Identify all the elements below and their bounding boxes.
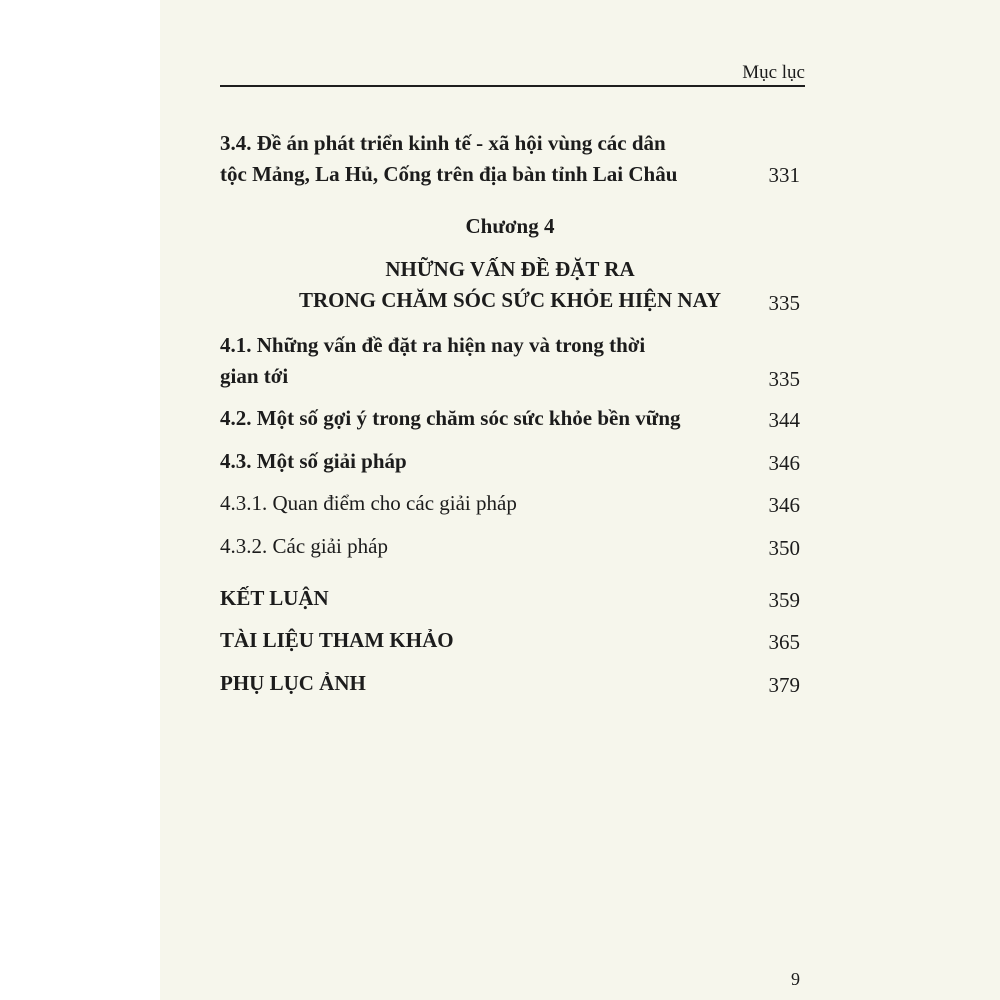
toc-references-page: 365 <box>768 630 800 654</box>
header-rule <box>220 85 805 87</box>
toc-entry-4-3-2: 4.3.2. Các giải pháp <box>220 534 388 558</box>
chapter-label: Chương 4 <box>465 214 555 238</box>
toc-entry-4-2: 4.2. Một số gợi ý trong chăm sóc sức khỏe bền vững <box>220 406 681 430</box>
chapter-title-line1: NHỮNG VẤN ĐỀ ĐẶT RA <box>385 257 635 281</box>
toc-photo-appendix: PHỤ LỤC ẢNH <box>220 671 366 695</box>
toc-conclusion: KẾT LUẬN <box>220 586 329 610</box>
toc-photo-appendix-page: 379 <box>768 673 800 697</box>
toc-entry-4-3-2-page: 350 <box>768 536 800 560</box>
page-number: 9 <box>791 969 800 989</box>
toc-entry-4-2-page: 344 <box>768 408 800 432</box>
toc-references: TÀI LIỆU THAM KHẢO <box>220 628 454 652</box>
toc-entry-4-1-line1: 4.1. Những vấn đề đặt ra hiện nay và trong thời <box>220 333 646 357</box>
toc-entry-3-4-page: 331 <box>768 163 800 187</box>
toc-entry-3-4-line1: 3.4. Đề án phát triển kinh tế - xã hội vùng các dân <box>220 131 666 155</box>
toc-entry-4-1-line2: gian tới <box>220 364 289 388</box>
toc-entry-3-4-line2: tộc Mảng, La Hủ, Cống trên địa bàn tỉnh Lai Châu <box>220 162 678 186</box>
toc-entry-4-3-page: 346 <box>768 451 800 475</box>
chapter-title-page: 335 <box>768 291 800 315</box>
toc-entry-4-3-1: 4.3.1. Quan điểm cho các giải pháp <box>220 491 517 515</box>
toc-conclusion-page: 359 <box>768 588 800 612</box>
toc-entry-4-1-page: 335 <box>768 367 800 391</box>
toc-entry-4-3-1-page: 346 <box>768 493 800 517</box>
toc-entry-4-3: 4.3. Một số giải pháp <box>220 449 407 473</box>
running-header: Mục lục <box>742 62 805 83</box>
chapter-title-line2: TRONG CHĂM SÓC SỨC KHỎE HIỆN NAY <box>299 288 721 312</box>
